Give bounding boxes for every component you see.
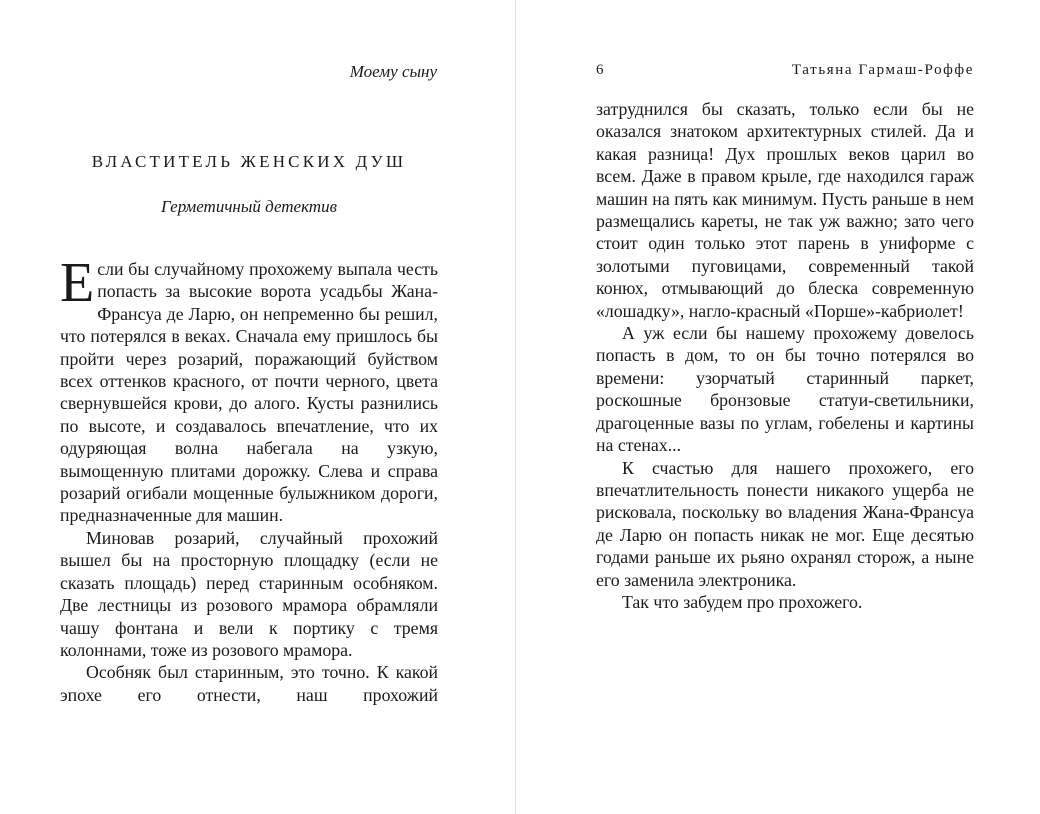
drop-cap: Е [60,252,95,314]
paragraph-text: сли бы случайному прохожему выпала честь попасть за высокие ворота усадьбы Жана-Франсуа де Ларю, он непременно бы решил, что потерялся в веках. Сначала ему пришлось бы пройти через розарий, поражающий буйством всех оттенков красного, от почти черного, цвета свернувшейся крови, до алого. Кусты разнились по высоте, и создавалось впечатление, что их одуряющая волна набегала на узкую, вымощенную плитами дорожку. Слева и справа розарий огибали мощенные булыжником дороги, предназначенные для машин. [60,259,438,526]
paragraph: А уж если бы нашему прохожему довелось попасть в дом, то он бы точно потерялся во времени: узорчатый старинный паркет, роскошные бронзовые статуи-светильники, драгоценные вазы по углам, гобелены и картины на стенах... [596,323,974,456]
paragraph: Миновав розарий, случайный прохожий вышел бы на просторную площадку (если не сказать площадь) перед старинным особняком. Две лестницы из розового мрамора обрамляли чашу фонтана и вели к портику с тремя колоннами, тоже из розового мрамора. [60,527,438,660]
right-page [516,0,1040,814]
book-subtitle: Герметичный детектив [161,197,337,216]
paragraph: К счастью для нашего прохожего, его впечатлительность понести никакого ущерба не рисковала, поскольку во владения Жана-Франсуа де Ларю он попасть никак не мог. Еще десятью годами раньше их рьяно охранял сторож, а ныне его заменила электроника. [596,457,974,590]
paragraph: Особняк был старинным, это точно. К какой эпохе его отнести, наш прохожий [60,662,438,705]
left-page [0,0,516,814]
paragraph: Так что забудем про прохожего. [622,591,863,612]
book-title: ВЛАСТИТЕЛЬ ЖЕНСКИХ ДУШ [91,152,407,171]
dedication: Моему сыну [349,62,437,81]
paragraph: затруднился бы сказать, только если бы не оказался знатоком архитектурных стилей. Да и какая разница! Дух прошлых веков царил во всем. Даже в правом крыле, где находился гараж машин на пять как минимум. Пусть раньше в нем размещались кареты, не так уж важно; зато чего стоит один только этот парень в униформе с золотыми пуговицами, современный такой конюх, отмывающий до блеска современную «лошадку», нагло-красный «Порше»-кабриолет! [596,99,974,321]
running-head-author: Татьяна Гармаш-Роффе [791,62,974,78]
page-number: 6 [596,62,604,78]
left-page-text [60,252,438,706]
right-page-text [596,98,974,613]
paragraph [60,252,438,527]
